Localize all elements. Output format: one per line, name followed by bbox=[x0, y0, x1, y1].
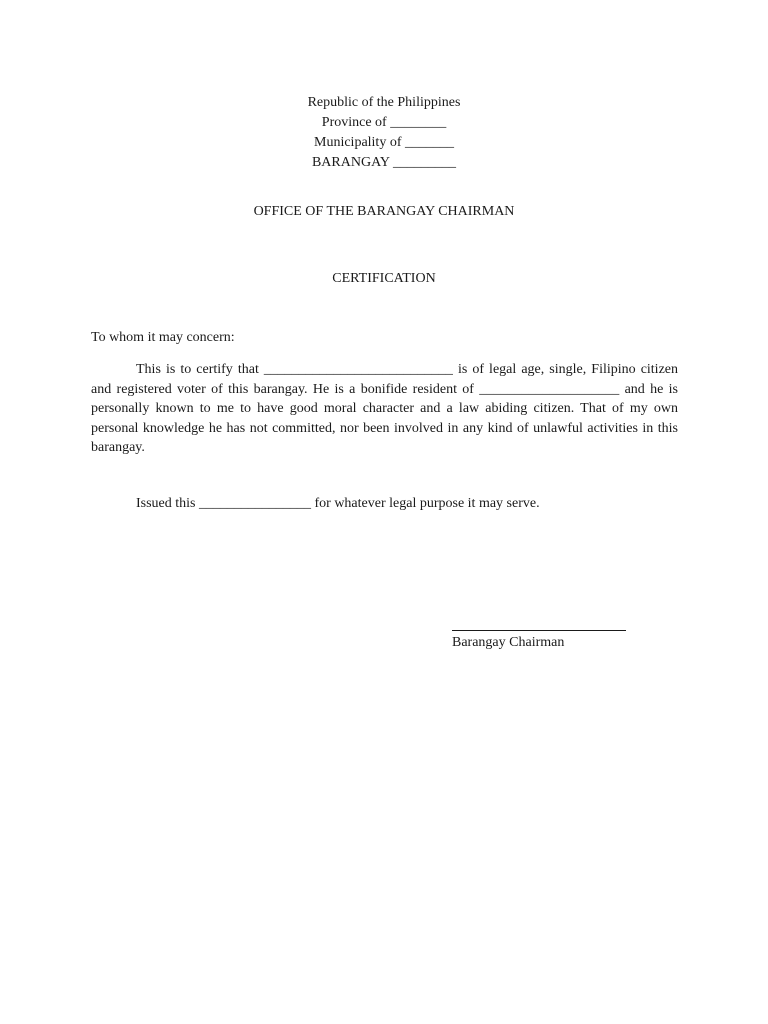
salutation: To whom it may concern: bbox=[91, 330, 235, 345]
header-municipality: Municipality of _______ bbox=[314, 135, 454, 150]
header-barangay: BARANGAY _________ bbox=[311, 155, 457, 170]
header-republic: Republic of the Philippines bbox=[307, 95, 461, 110]
document-header bbox=[0, 93, 768, 173]
certification-body: This is to certify that ___________________________ is of legal age, single, Filipino citizen and registered voter of this barangay. He is a bonifide resident of ____________________ and he is personally known to me to have good moral character and a law abiding citizen. That of my own personal knowledge he has not committed, nor been involved in any kind of unlawful activities in this barangay. bbox=[91, 362, 678, 455]
signature-title: Barangay Chairman bbox=[452, 635, 565, 650]
signature-line bbox=[452, 630, 626, 631]
header-province: Province of ________ bbox=[321, 115, 447, 130]
issued-statement: Issued this ________________ for whatever legal purpose it may serve. bbox=[136, 496, 540, 511]
document-title: CERTIFICATION bbox=[332, 271, 436, 286]
office-heading: OFFICE OF THE BARANGAY CHAIRMAN bbox=[253, 204, 515, 219]
